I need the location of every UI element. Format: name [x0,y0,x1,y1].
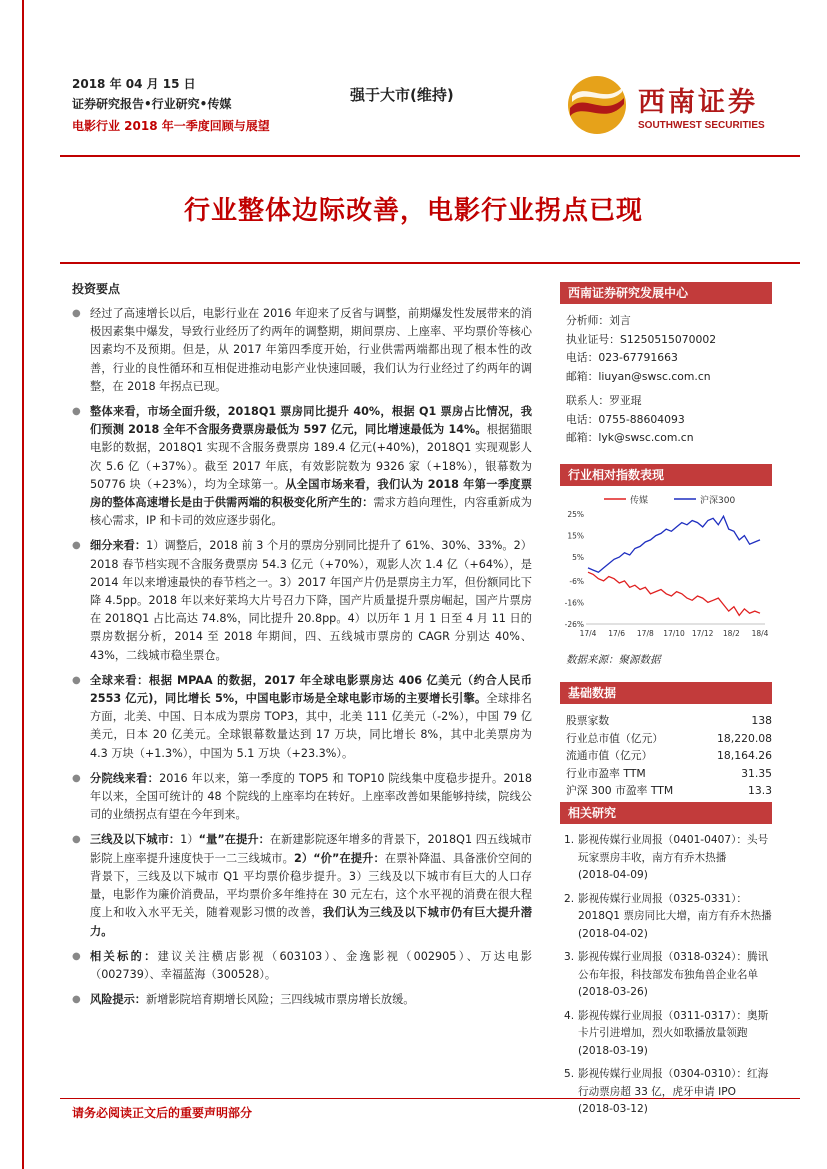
y-tick-label: 25% [567,510,584,519]
series-line-hs300 [588,516,760,572]
y-tick-label: 5% [572,553,584,563]
phone-1: 电话：023-67791663 [566,351,678,364]
rating: 强于大市(维持) [350,86,454,104]
legend-label-media: 传媒 [630,496,649,506]
analyst-name: 分析师：刘言 [566,314,631,327]
footer-divider [60,1098,800,1099]
x-tick-label: 17/6 [608,629,626,638]
y-tick-label: -26% [564,620,584,629]
email-1[interactable]: 邮箱：liuyan@swsc.com.cn [566,369,711,383]
x-tick-label: 17/4 [579,629,597,638]
section-heading: 投资要点 [72,282,121,296]
report-subtitle: 电影行业 2018 年一季度回顾与展望 [72,119,270,133]
chart-legend [604,494,735,506]
legend-label-hs300: 沪深300 [700,496,736,506]
related-research-heading: 相关研究 [560,802,772,824]
y-tick-label: -16% [564,598,584,608]
page-title: 行业整体边际改善，电影行业拐点已现 [183,196,643,226]
index-performance-chart [560,488,772,646]
summary-paragraph: ● 整体来看，市场全面升级，2018Q1 票房同比提升 40%，根据 Q1 票房占比情况，我们预测 2018 全年不含服务费票房最低为 597 亿元，同比增速最低为 14%。根据猫眼电影的数据，2018Q1 实现不含服务费票房 189.4 亿元(+40%)，2018Q1 实现观影人次 5.6 亿（+37%）。截至 2017 年底，有效影院数为 9326 家（+18%），银幕数为 50776 块（+23%），均为全球第一。从全国市场来看，我们认为 2018 年第一季度票房的整体高速增长是由于供需两端的积极变化所产生的：需求方趋向理性，内容重新成为核心需求，IP 和卡司的效应逐步弱化。 [72,403,532,530]
chart-source: 数据来源：聚源数据 [566,654,661,666]
x-tick-label: 18/4 [751,629,769,638]
index-performance-heading: 行业相对指数表现 [560,464,772,486]
investment-summary [72,280,532,1016]
email-2[interactable]: 邮箱：lyk@swsc.com.cn [566,431,694,444]
y-axis [565,510,584,629]
left-red-line [22,0,24,1169]
y-tick-label: -6% [569,576,584,586]
x-tick-label: 18/2 [722,629,740,638]
logo-emblem-icon [564,74,630,136]
research-center-heading: 西南证券研究发展中心 [560,282,772,304]
related-item[interactable]: 4. 影视传媒行业周报（0311-0317）：奥斯卡片引进增加，烈火如歌播放量领跑 (2018-03-19) [564,1009,769,1057]
footer-disclaimer[interactable]: 请务必阅读正文后的重要声明部分 [72,1106,253,1120]
x-tick-label: 17/10 [663,629,685,638]
summary-paragraph: ● 全球来看：根据 MPAA 的数据，2017 年全球电影票房达 406 亿美元（约合人民币 2553 亿元)，同比增长 5%，中国电影市场是全球电影市场的主要增长引擎。全球排名方面，北美、中国、日本成为票房 TOP3，其中，北美 111 亿美元（-2%），中国 79 亿美元，日本 20 亿美元。全球银幕数量达到 17 万块，同比增长 8%，其中北美票房为 4.3 万块（+1.3%），中国为 5.1 万块（+23.3%）。 [72,672,532,763]
y-tick-label: 15% [567,531,584,541]
summary-paragraph: ● 风险提示：新增影院培育期增长风险；三四线城市票房增长放缓。 [72,991,532,1009]
summary-paragraph: ● 经过了高速增长以后，电影行业在 2016 年迎来了反省与调整，前期爆发性发展带来的消极因素集中爆发，导致行业经历了约两年的调整期，期间票房、上座率、平均票价等核心因素均不及预期。但是，从 2017 年第四季度开始，行业供需两端都出现了根本性的改善，行业的良性循环和互相促进推动电影产业快速回暖，我们认为行业经过了约两年的调整，在 2018 年拐点已现。 [72,305,532,396]
basic-data-row: 行业总市值（亿元） 18,220.08 [566,731,772,745]
logo-name-en: SOUTHWEST SECURITIES [638,120,765,131]
summary-paragraph: ● 分院线来看：2016 年以来，第一季度的 TOP5 和 TOP10 院线集中度稳步提升。2018 年以来，全国可统计的 48 个院线的上座率均在转好。上座率改善如果能够持续，院线公司的业绩拐点有望在今年到来。 [72,770,532,825]
summary-paragraph: ● 相关标的：建议关注横店影视（603103）、金逸影视（002905）、万达电影（002739）、幸福蓝海（300528）。 [72,948,532,984]
phone-2: 电话：0755-88604093 [566,412,685,426]
company-logo [564,74,774,136]
related-item[interactable]: 5. 影视传媒行业周报（0304-0310）：红海行动票房超 33 亿，虎牙申请 IPO (2018-03-12) [564,1068,769,1115]
basic-data-row: 股票家数 138 [566,714,772,727]
summary-paragraph: ● 细分来看：1）调整后，2018 前 3 个月的票房分别同比提升了 61%、30%、33%。2）2018 春节档实现不含服务费票房 54.3 亿元（+70%），观影人次 1.4 亿（+64%），是 2014 年以来增速最快的春节档之一。3）2017 年国产片仍是票房主力军，但份额同比下降 4.5pp。2018 年以来好莱坞大片号召力下降，国产片质量提升票房崛起，国产片票房在 2018Q1 占比高达 74.8%，同比提升 20.8pp。4）以历年 1 月 1 日至 4 月 11 日的票房数据分析，2014 至 2018 年期间，四、五线城市票房的 CAGR 分别达 40%、43%，二线城市稳坐票仓。 [72,537,532,664]
logo-name-cn: 西南证券 [638,87,758,118]
series-line-media [588,572,760,615]
basic-data-row: 沪深 300 市盈率 TTM 13.3 [566,784,772,797]
related-research-box [560,802,772,1125]
title-divider [60,262,800,264]
related-item[interactable]: 2. 影视传媒行业周报（0325-0331）：2018Q1 票房同比大增，南方有乔木热播 (2018-04-02) [564,892,772,940]
license-number: 执业证号：S1250515070002 [566,332,717,346]
x-tick-label: 17/12 [691,629,714,638]
basic-data-row: 流通市值（亿元） 18,164.26 [566,749,772,762]
related-item[interactable]: 1. 影视传媒行业周报（0401-0407）：头号玩家票房丰收，南方有乔木热播 (2018-04-09) [564,834,769,881]
report-date: 2018 年 04 月 15 日 [72,77,196,91]
header-divider [60,155,800,157]
research-center-box [560,282,772,448]
index-performance-heading-box [560,464,772,486]
contact-name: 联系人：罗亚琨 [566,394,642,407]
related-item[interactable]: 3. 影视传媒行业周报（0318-0324）：腾讯公布年报，科技部发布独角兽企业名单 (2018-03-26) [564,951,769,998]
summary-paragraph: ● 三线及以下城市：1）“量”在提升：在新建影院逐年增多的背景下，2018Q1 四五线城市影院上座率提升速度快于一二三线城市。2）“价”在提升：在票补降温、具备涨价空间的背景下，三线及以下城市 Q1 平均票价稳步提升。3）三线及以下城市有巨大的人口存量，电影作为廉价消费品，平均票价多年维持在 30 元左右，这个水平视的消费在很大程度上和收入水平无关，随着观影习惯的改善，我们认为三线及以下城市仍有巨大提升潜力。 [72,831,532,940]
report-category: 证券研究报告•行业研究•传媒 [72,97,232,111]
basic-data-box [560,682,772,800]
x-tick-label: 17/8 [636,629,654,638]
basic-data-row: 行业市盈率 TTM 31.35 [566,766,772,780]
basic-data-heading: 基础数据 [560,682,772,704]
x-axis [580,629,769,638]
